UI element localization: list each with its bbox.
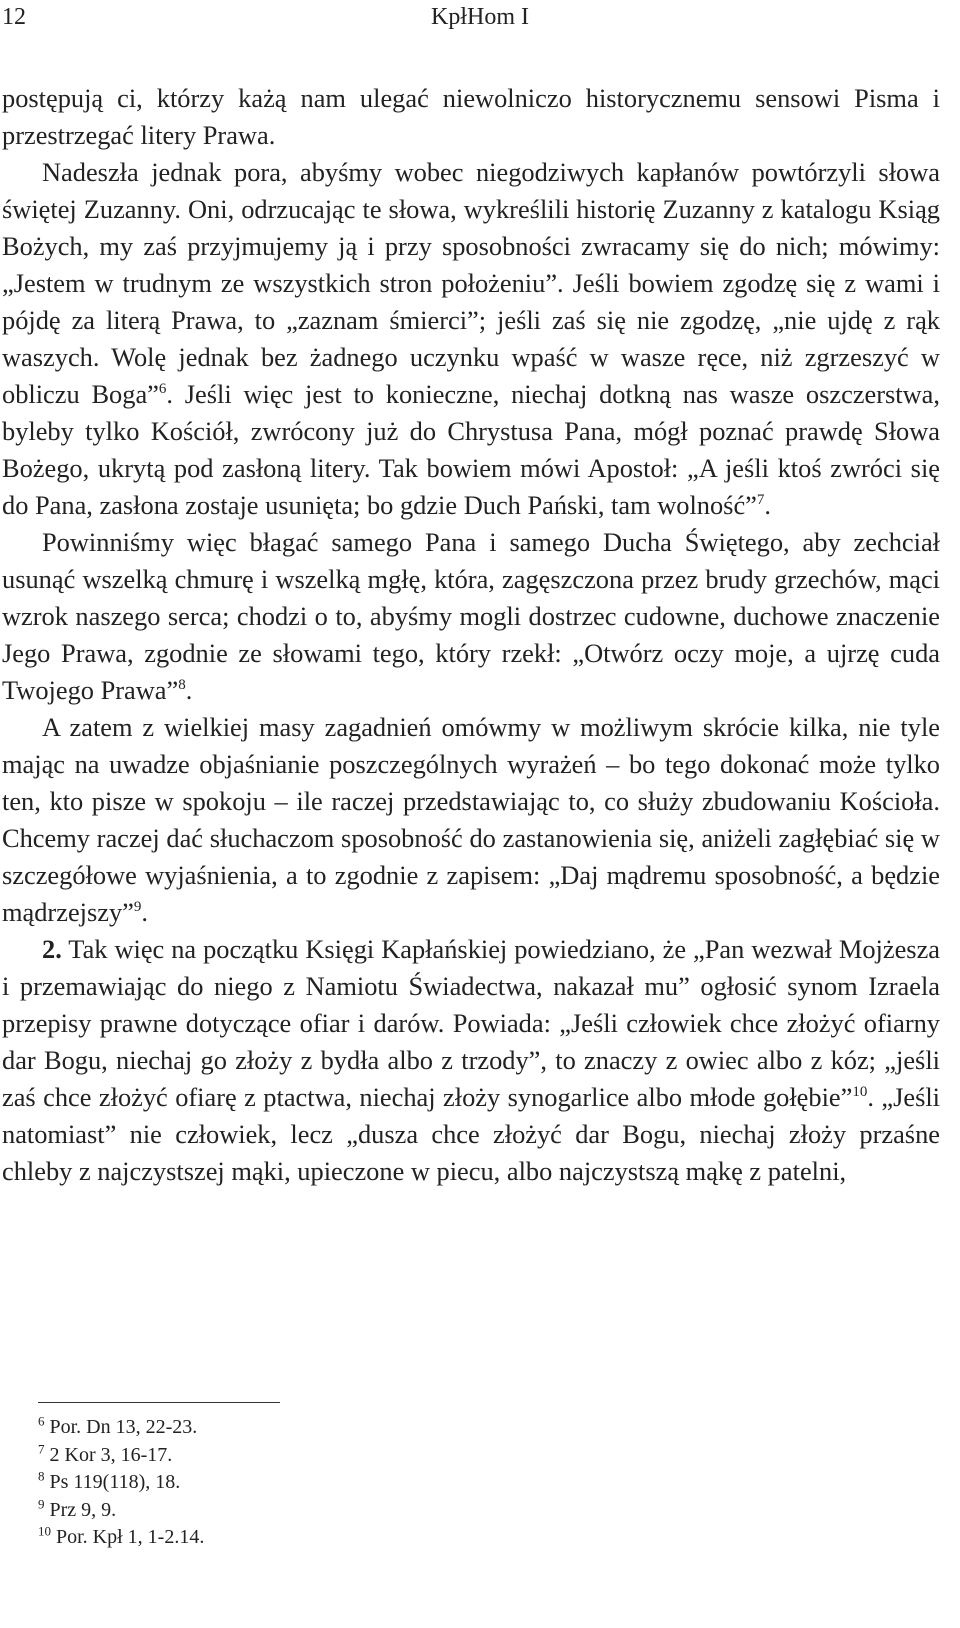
footnote-ref: 10 — [852, 1084, 868, 1101]
footnote-ref: 7 — [756, 492, 765, 509]
footnote-text: Ps 119(118), 18. — [49, 1471, 181, 1493]
footnote-number: 9 — [38, 1495, 45, 1511]
paragraph-text: Powinniśmy więc błagać samego Pana i samego Ducha Świętego, aby zechciał usunąć wszelką chmurę i wszelką mgłę, która, zagęszczona przez brudy grzechów, mąci wzrok naszego serca; chodzi o to, abyśmy mogli dostrzec cudowne, duchowe znaczenie Jego Prawa, zgodnie ze słowami tego, który rzekł: „Otwórz oczy moje, a ujrzę cuda Twojego Prawa” — [2, 527, 940, 705]
running-title: KpłHom I — [431, 4, 529, 30]
footnote-ref: 6 — [158, 381, 167, 398]
paragraph-text: . — [141, 897, 148, 927]
paragraph-text: . — [185, 675, 193, 705]
footnote — [38, 1469, 738, 1497]
paragraph — [2, 709, 940, 931]
paragraph-text: . Jeśli więc jest to konieczne, niechaj dotkną nas wasze oszczerstwa, byleby tylko Kościół, zwrócony już do Chrystusa Pana, mógł poznać prawdę Słowa Bożego, ukrytą pod zasłoną litery. Tak bowiem mówi Apostoł: „A jeśli ktoś zwróci się do Pana, zasłona zostaje usunięta; bo gdzie Duch Pański, tam wolność” — [2, 379, 940, 520]
footnote — [38, 1442, 738, 1470]
paragraph-text: Tak więc na początku Księgi Kapłańskiej powiedziano, że „Pan wezwał Mojżesza i przemawiając do niego z Namiotu Świadectwa, nakazał mu” ogłosić synom Izraela przepisy prawne dotyczące ofiar i darów. Powiada: „Jeśli człowiek chce złożyć ofiarny dar Bogu, niechaj go złoży z bydła albo z trzody”, to znaczy z owiec albo z kóz; „jeśli zaś chce złożyć ofiarę z ptactwa, niechaj złoży synogarlice albo młode gołębie” — [2, 934, 940, 1112]
paragraph — [2, 931, 940, 1190]
footnote-text: Por. Dn 13, 22-23. — [49, 1416, 198, 1438]
footnotes — [38, 1414, 738, 1552]
page-header — [0, 4, 960, 36]
footnote — [38, 1497, 738, 1525]
footnote-ref: 8 — [178, 677, 186, 694]
paragraph — [2, 80, 940, 154]
paragraph-text: . „Jeśli natomiast” nie człowiek, lecz „dusza chce złożyć dar Bogu, niechaj złoży przaśne chleby z najczystszej mąki, upieczone w piecu, albo najczystszą mąkę z patelni, — [2, 1082, 941, 1186]
footnote-text: Por. Kpł 1, 1-2.14. — [56, 1526, 205, 1548]
footnote — [38, 1414, 738, 1442]
paragraph — [2, 524, 940, 709]
paragraph — [2, 154, 940, 524]
footnote — [38, 1524, 738, 1552]
section-number: 2. — [42, 934, 62, 964]
page-number: 12 — [2, 4, 26, 30]
footnote-text: 2 Kor 3, 16-17. — [49, 1443, 173, 1466]
paragraph-text: Nadeszła jednak pora, abyśmy wobec niegodziwych kapłanów powtórzyli słowa świętej Zuzanny. Oni, odrzucając te słowa, wykreślili historię Zuzanny z katalogu Ksiąg Bożych, my zaś przyjmujemy ją i przy sposobności zwracamy się do nich; mówimy: „Jestem w trudnym ze wszystkich stron położeniu”. Jeśli bowiem zgodzę się z wami i pójdę za literą Prawa, to „zaznam śmierci”; jeśli zaś się nie zgodzę, „nie ujdę z rąk waszych. Wolę jednak bez żadnego uczynku wpaść w wasze ręce, niż zgrzeszyć w obliczu Boga” — [2, 157, 940, 409]
footnote-number: 6 — [38, 1413, 45, 1429]
footnote-number: 8 — [38, 1468, 45, 1484]
paragraph-text: A zatem z wielkiej masy zagadnień omówmy w możliwym skrócie kilka, nie tyle mając na uwadze objaśnianie poszczególnych wyrażeń – bo tego dokonać może tylko ten, kto pisze w spokoju – ile raczej przedstawiając to, co służy zbudowaniu Kościoła. Chcemy raczej dać słuchaczom sposobność do zastanowienia się, aniżeli zagłębiać się w szczegółowe wyjaśnienia, a to zgodnie z zapisem: „Daj mądremu sposobność, a będzie mądrzejszy” — [2, 712, 940, 927]
paragraph-text: postępują ci, którzy każą nam ulegać niewolniczo historycznemu sensowi Pisma i przestrzegać litery Prawa. — [2, 83, 940, 150]
paragraph-text: . — [764, 490, 771, 520]
main-text — [2, 80, 940, 1190]
footnote-number: 10 — [38, 1523, 51, 1539]
footnote-text: Prz 9, 9. — [49, 1498, 117, 1521]
footnote-number: 7 — [38, 1440, 45, 1456]
footnote-ref: 9 — [133, 899, 142, 916]
footnote-divider — [38, 1402, 280, 1403]
